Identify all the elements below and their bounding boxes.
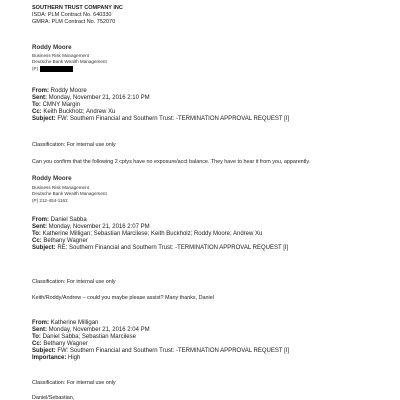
signature-title: Business Risk Management bbox=[32, 185, 89, 190]
signature-name: Roddy Moore bbox=[32, 175, 72, 182]
email-body: Can you confirm that the following 2 cptys have no exposure/acct balance. They have to hear it from you, apparently. bbox=[32, 159, 311, 165]
email-from: From: Katherine Milligan bbox=[32, 320, 99, 326]
gmra-contract: GMRA: PLM Contract No. 752070 bbox=[32, 19, 116, 25]
isda-contract: ISDA: PLM Contract No. 640330 bbox=[32, 12, 112, 18]
email-from: From: Daniel Sabba bbox=[32, 217, 87, 223]
email-classification: Classification: For internal use only bbox=[32, 380, 116, 386]
email-classification: Classification: For internal use only bbox=[32, 142, 116, 148]
signature-phone: (P) 212-454-1162 bbox=[32, 198, 68, 203]
email-body: Keith/Roddy/Andrew – could you maybe please assist? Many thanks, Daniel bbox=[32, 295, 214, 301]
email-sent: Sent: Monday, November 21, 2016 2:10 PM bbox=[32, 95, 150, 101]
email-cc: Cc: Bethany Wagner bbox=[32, 238, 88, 244]
email-subject: Subject: FW: Southern Financial and Southern Trust: -TERMINATION APPROVAL REQUEST [I] bbox=[32, 348, 290, 354]
signature-name: Roddy Moore bbox=[32, 44, 72, 51]
company-name: SOUTHERN TRUST COMPANY INC bbox=[32, 5, 123, 11]
signature-org: Deutsche Bank Wealth Management bbox=[32, 191, 107, 196]
email-cc: Cc: Keith Buckholz; Andrew Xu bbox=[32, 109, 116, 115]
email-importance: Importance: High bbox=[32, 355, 81, 361]
redaction-box bbox=[40, 66, 73, 72]
email-sent: Sent: Monday, November 21, 2016 2:07 PM bbox=[32, 224, 150, 230]
email-to: To: CMNY Margin bbox=[32, 102, 81, 108]
email-body: Daniel/Sebastian, bbox=[32, 395, 75, 400]
email-classification: Classification: For internal use only bbox=[32, 279, 116, 285]
email-from: From: Roddy Moore bbox=[32, 88, 87, 94]
email-subject: Subject: RE: Southern Financial and Southern Trust: -TERMINATION APPROVAL REQUEST [I] bbox=[32, 245, 289, 251]
signature-org: Deutsche Bank Wealth Management bbox=[32, 59, 107, 64]
signature-title: Business Risk Management bbox=[32, 53, 89, 58]
email-to: To: Katherine Milligan; Sebastian Marcilese; Keith Buckholz; Roddy Moore; Andrew Xu bbox=[32, 231, 263, 237]
email-sent: Sent: Monday, November 21, 2016 2:04 PM bbox=[32, 327, 150, 333]
email-subject: Subject: FW: Southern Financial and Southern Trust: -TERMINATION APPROVAL REQUEST [I] bbox=[32, 116, 290, 122]
email-to: To: Daniel Sabba; Sebastian Marcilese bbox=[32, 334, 136, 340]
email-cc: Cc: Bethany Wagner bbox=[32, 341, 88, 347]
signature-phone: (P) bbox=[32, 66, 39, 71]
